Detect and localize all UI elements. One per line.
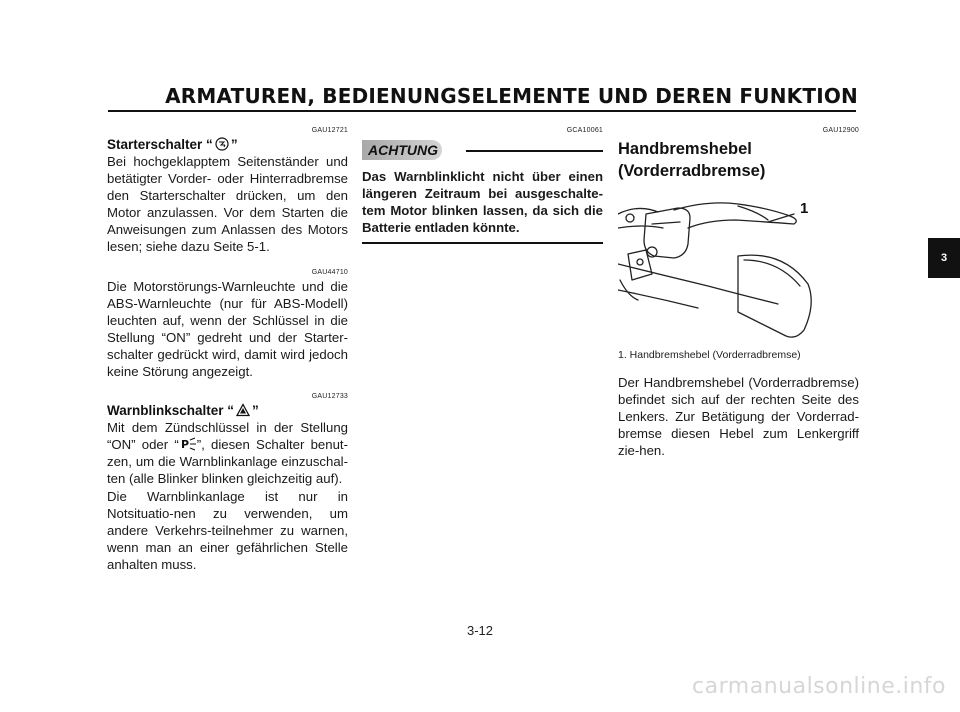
figure-caption: 1. Handbremshebel (Vorderradbremse)	[618, 349, 801, 361]
figure-callout-number: 1	[800, 200, 809, 217]
middle-column	[362, 126, 603, 244]
parking-icon	[181, 437, 195, 451]
watermark: carmanualsonline.info	[692, 674, 946, 699]
title-text: ”	[252, 403, 259, 419]
hazard-triangle-icon	[236, 403, 250, 417]
achtung-rule	[466, 150, 603, 152]
chapter-tab: 3	[928, 238, 960, 278]
brake-lever-figure	[618, 194, 818, 344]
section-code: GAU44710	[311, 268, 348, 276]
title-text: Starterschalter “	[107, 137, 213, 152]
page-header-title: ARMATUREN, BEDIENUNGSELEMENTE UND DEREN FUNKTION	[165, 84, 858, 108]
starter-switch-title	[107, 136, 348, 153]
brake-lever-title	[618, 138, 859, 182]
achtung-badge: ACHTUNG	[362, 140, 442, 160]
header-rule	[108, 110, 856, 112]
hazard-switch-title	[107, 402, 348, 419]
starter-switch-body: Bei hochgeklapptem Seitenständer und betätigter Vorder- oder Hinterradbremse den Starterschalter drücken, um den Motor anzulassen. Vor dem Starten die Anweisungen zum Anlassen des Motors lesen; siehe dazu Seite 5-1.	[107, 154, 348, 255]
warning-lamp-body: Die Motorstörungs-Warnleuchte und die ABS-Warnleuchte (nur für ABS-Modell) leuchten auf, wenn der Schlüssel in die Stellung “ON” gedreht und der Starter-schalter gedrückt wird, damit wird jedoch keine Störung angezeigt.	[107, 278, 348, 380]
brake-lever-body: Der Handbremshebel (Vorderradbremse) befindet sich auf der rechten Seite des Lenkers. Zur Betätigung der Vorderrad-bremse diesen Hebel zum Lenkergriff zie-hen.	[618, 375, 859, 459]
title-line: Handbremshebel	[618, 140, 752, 158]
section-code: GAU12721	[311, 127, 348, 134]
section-code: GAU12900	[822, 127, 859, 134]
right-column	[618, 126, 859, 459]
achtung-bottom-rule	[362, 242, 603, 244]
svg-text:P: P	[180, 438, 189, 452]
title-text: Warnblinkschalter “	[107, 403, 235, 419]
section-code: GAU12733	[311, 393, 348, 401]
hazard-switch-body	[107, 419, 348, 487]
body-text: ”, diesen Schalter benut-zen, um die Warnblinkanlage einzuschal-ten (alle Blinker blinken gleichzeitig auf).	[107, 437, 348, 487]
title-text: ”	[230, 137, 238, 152]
achtung-header	[362, 138, 603, 164]
brake-lever-illustration	[618, 194, 818, 344]
left-column	[107, 126, 348, 573]
hazard-switch-body-2: Die Warnblinkanlage ist nur in Notsituatio-nen zu verwenden, um andere Verkehrs-teilnehmer zu warnen, wenn man an einer gefährlichen Stelle anhalten muss.	[107, 488, 348, 572]
section-code: GCA10061	[566, 127, 603, 134]
achtung-warning-text: Das Warnblinklicht nicht über einen längeren Zeitraum bei ausgeschalte-tem Motor blinken lassen, da sich die Batterie entladen könnte.	[362, 169, 603, 235]
page-number: 3-12	[466, 623, 494, 638]
starter-switch-icon	[215, 137, 229, 151]
title-line: (Vorderradbremse)	[618, 162, 766, 180]
body-text: Mit dem Zündschlüssel in der Stellung “ON” oder “	[107, 420, 348, 453]
